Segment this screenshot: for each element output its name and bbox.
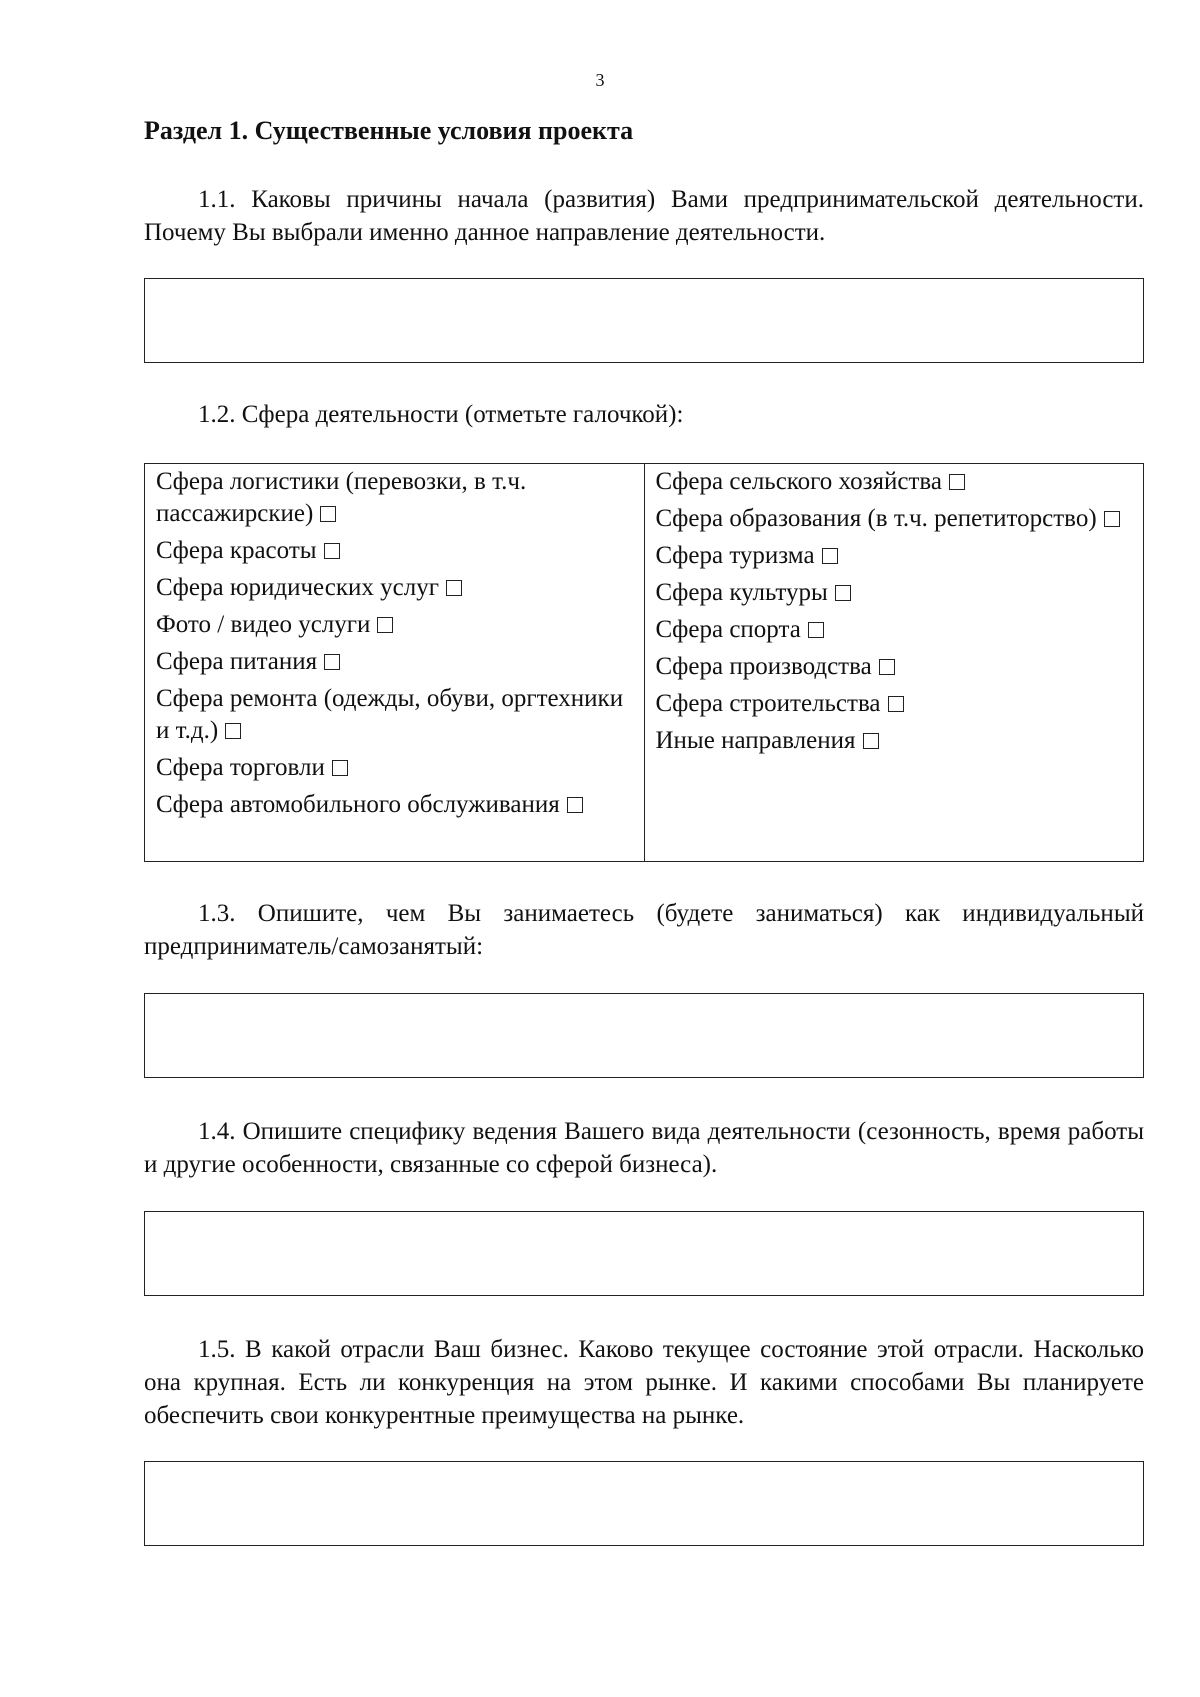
checkbox-logistics[interactable] (320, 506, 336, 522)
sphere-item-tourism[interactable] (656, 540, 1134, 572)
answer-box-1-4[interactable] (144, 1211, 1144, 1296)
checkbox-photo-video[interactable] (377, 617, 393, 633)
sphere-label: Иные направления (655, 727, 856, 754)
sphere-item-culture[interactable] (656, 577, 1134, 609)
sphere-label: Сфера туризма (655, 542, 815, 569)
sphere-item-trade[interactable] (156, 752, 634, 784)
sphere-item-beauty[interactable] (156, 535, 634, 567)
checkbox-agriculture[interactable] (949, 474, 965, 490)
answer-box-1-1[interactable] (144, 278, 1144, 363)
checkbox-education[interactable] (1104, 511, 1120, 527)
checkbox-food[interactable] (324, 654, 340, 670)
sphere-label: Сфера автомобильного обслуживания (156, 791, 560, 818)
sphere-item-agriculture[interactable] (656, 466, 1134, 498)
sphere-label: Сфера спорта (655, 616, 801, 643)
checkbox-sport[interactable] (808, 622, 824, 638)
sphere-column-right (644, 464, 1144, 861)
checkbox-tourism[interactable] (822, 548, 838, 564)
checkbox-culture[interactable] (835, 585, 851, 601)
sphere-label: Сфера логистики (перевозки, в т.ч. пассажирские) (156, 468, 527, 527)
sphere-label: Сфера образования (в т.ч. репетиторство) (655, 505, 1097, 532)
checkbox-beauty[interactable] (324, 543, 340, 559)
sphere-label: Сфера культуры (655, 579, 828, 606)
sphere-item-sport[interactable] (656, 614, 1134, 646)
checkbox-other[interactable] (863, 733, 879, 749)
sphere-label: Фото / видео услуги (156, 611, 371, 638)
sphere-item-construction[interactable] (656, 688, 1134, 720)
answer-box-1-3[interactable] (144, 993, 1144, 1078)
checkbox-auto-service[interactable] (567, 797, 583, 813)
sphere-item-food[interactable] (156, 646, 634, 678)
sphere-item-repair[interactable] (156, 683, 634, 747)
answer-box-1-5[interactable] (144, 1461, 1144, 1546)
sphere-label: Сфера производства (655, 653, 872, 680)
question-1-2: 1.2. Сфера деятельности (отметьте галочкой): (198, 401, 684, 428)
sphere-label: Сфера сельского хозяйства (655, 468, 942, 495)
question-1-4: 1.4. Опишите специфику ведения Вашего вида деятельности (сезонность, время работы и другие особенности, связанные со сферой бизнеса). (144, 1118, 1144, 1178)
question-1-1: 1.1. Каковы причины начала (развития) Вами предпринимательской деятельности. Почему Вы выбрали именно данное направление деятельности. (144, 186, 1144, 246)
checkbox-production[interactable] (879, 659, 895, 675)
sphere-label: Сфера юридических услуг (156, 574, 439, 601)
sphere-label: Сфера красоты (156, 537, 317, 564)
sphere-label: Сфера ремонта (одежды, обуви, оргтехники и т.д.) (156, 685, 624, 744)
sphere-item-logistics[interactable] (156, 466, 634, 530)
sphere-label: Сфера строительства (655, 690, 881, 717)
checkbox-trade[interactable] (332, 760, 348, 776)
page-number: 3 (595, 70, 605, 90)
sphere-item-photo-video[interactable] (156, 609, 634, 641)
sphere-item-education[interactable] (656, 503, 1134, 535)
sphere-column-left (145, 464, 644, 861)
checkbox-legal[interactable] (446, 580, 462, 596)
checkbox-construction[interactable] (888, 696, 904, 712)
sphere-table (144, 463, 1144, 862)
sphere-item-production[interactable] (656, 651, 1134, 683)
sphere-item-legal[interactable] (156, 572, 634, 604)
sphere-label: Сфера питания (156, 648, 318, 675)
sphere-item-other[interactable] (656, 725, 1134, 757)
sphere-item-auto-service[interactable] (156, 789, 634, 821)
section-title: Раздел 1. Существенные условия проекта (144, 116, 634, 145)
question-1-5: 1.5. В какой отрасли Ваш бизнес. Каково текущее состояние этой отрасли. Насколько она крупная. Есть ли конкуренция на этом рынке. И какими способами Вы планируете обеспечить свои конкурентные преимущества на рынке. (144, 1336, 1144, 1429)
sphere-label: Сфера торговли (156, 754, 325, 781)
question-1-3: 1.3. Опишите, чем Вы занимаетесь (будете заниматься) как индивидуальный предприниматель/самозанятый: (144, 900, 1144, 960)
checkbox-repair[interactable] (225, 723, 241, 739)
